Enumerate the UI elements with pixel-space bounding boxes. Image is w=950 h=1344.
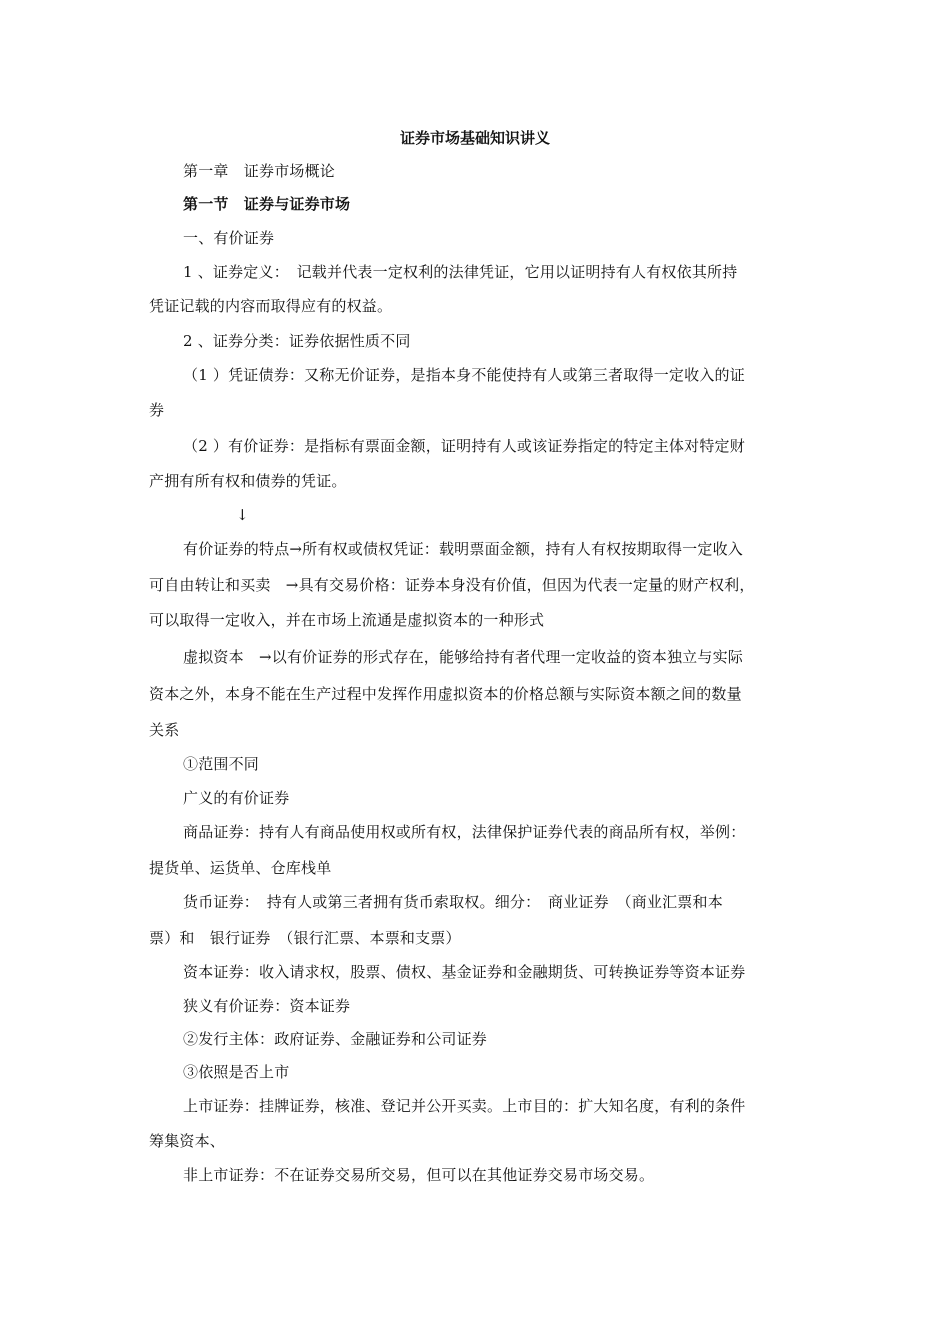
paragraph-line: 货币证券： 持有人或第三者拥有货币索取权。细分： 商业证券 （商业汇票和本	[183, 893, 723, 911]
paragraph-line: 资本之外，本身不能在生产过程中发挥作用虚拟资本的价格总额与实际资本额之间的数量	[149, 685, 742, 703]
paragraph-line: 2 、证券分类：证券依据性质不同	[183, 332, 411, 350]
paragraph-line: 券	[149, 401, 165, 419]
paragraph-line: 非上市证券：不在证券交易所交易，但可以在其他证券交易市场交易。	[183, 1166, 655, 1184]
paragraph-line: 狭义有价证券：资本证券	[183, 997, 351, 1015]
paragraph-line: 商品证券：持有人有商品使用权或所有权，法律保护证券代表的商品所有权，举例：	[183, 823, 746, 841]
paragraph-line: 可以取得一定收入，并在市场上流通是虚拟资本的一种形式	[149, 611, 545, 629]
paragraph-line: ①范围不同	[183, 755, 260, 773]
paragraph-line: 产拥有所有权和债券的凭证。	[149, 472, 347, 490]
paragraph-line: 广义的有价证券	[183, 789, 290, 807]
down-arrow-icon: ↓	[236, 506, 249, 524]
paragraph-line: （1 ）凭证债券：又称无价证券，是指本身不能使持有人或第三者取得一定收入的证	[183, 366, 745, 384]
paragraph-line: 上市证券：挂牌证券，核准、登记并公开买卖。上市目的：扩大知名度，有利的条件	[183, 1097, 746, 1115]
chapter-heading: 第一章 证券市场概论	[183, 162, 336, 180]
paragraph-line: 1 、证券定义： 记载并代表一定权利的法律凭证，它用以证明持有人有权依其所持	[183, 263, 738, 281]
paragraph-line: ②发行主体：政府证券、金融证券和公司证券	[183, 1030, 488, 1048]
paragraph-line: 一、有价证券	[183, 229, 275, 247]
document-title: 证券市场基础知识讲义	[399, 129, 550, 147]
paragraph-line: 提货单、运货单、仓库栈单	[149, 859, 332, 877]
paragraph-line: 凭证记载的内容而取得应有的权益。	[149, 297, 393, 315]
paragraph-line: 票）和 银行证券 （银行汇票、本票和支票）	[149, 929, 461, 947]
paragraph-line: 可自由转让和买卖 →具有交易价格：证券本身没有价值，但因为代表一定量的财产权利，	[149, 576, 755, 594]
paragraph-line: 关系	[149, 721, 180, 739]
paragraph-line: ③依照是否上市	[183, 1063, 290, 1081]
paragraph-line: 资本证券：收入请求权，股票、债权、基金证券和金融期货、可转换证券等资本证券	[183, 963, 746, 981]
paragraph-line: 有价证券的特点→所有权或债权凭证：载明票面金额，持有人有权按期取得一定收入	[183, 540, 743, 558]
paragraph-line: （2 ）有价证券：是指标有票面金额，证明持有人或该证券指定的特定主体对特定财	[183, 437, 745, 455]
section-heading: 第一节 证券与证券市场	[183, 195, 351, 213]
paragraph-line: 筹集资本、	[149, 1132, 226, 1150]
paragraph-line: 虚拟资本 →以有价证券的形式存在，能够给持有者代理一定收益的资本独立与实际	[183, 648, 743, 666]
